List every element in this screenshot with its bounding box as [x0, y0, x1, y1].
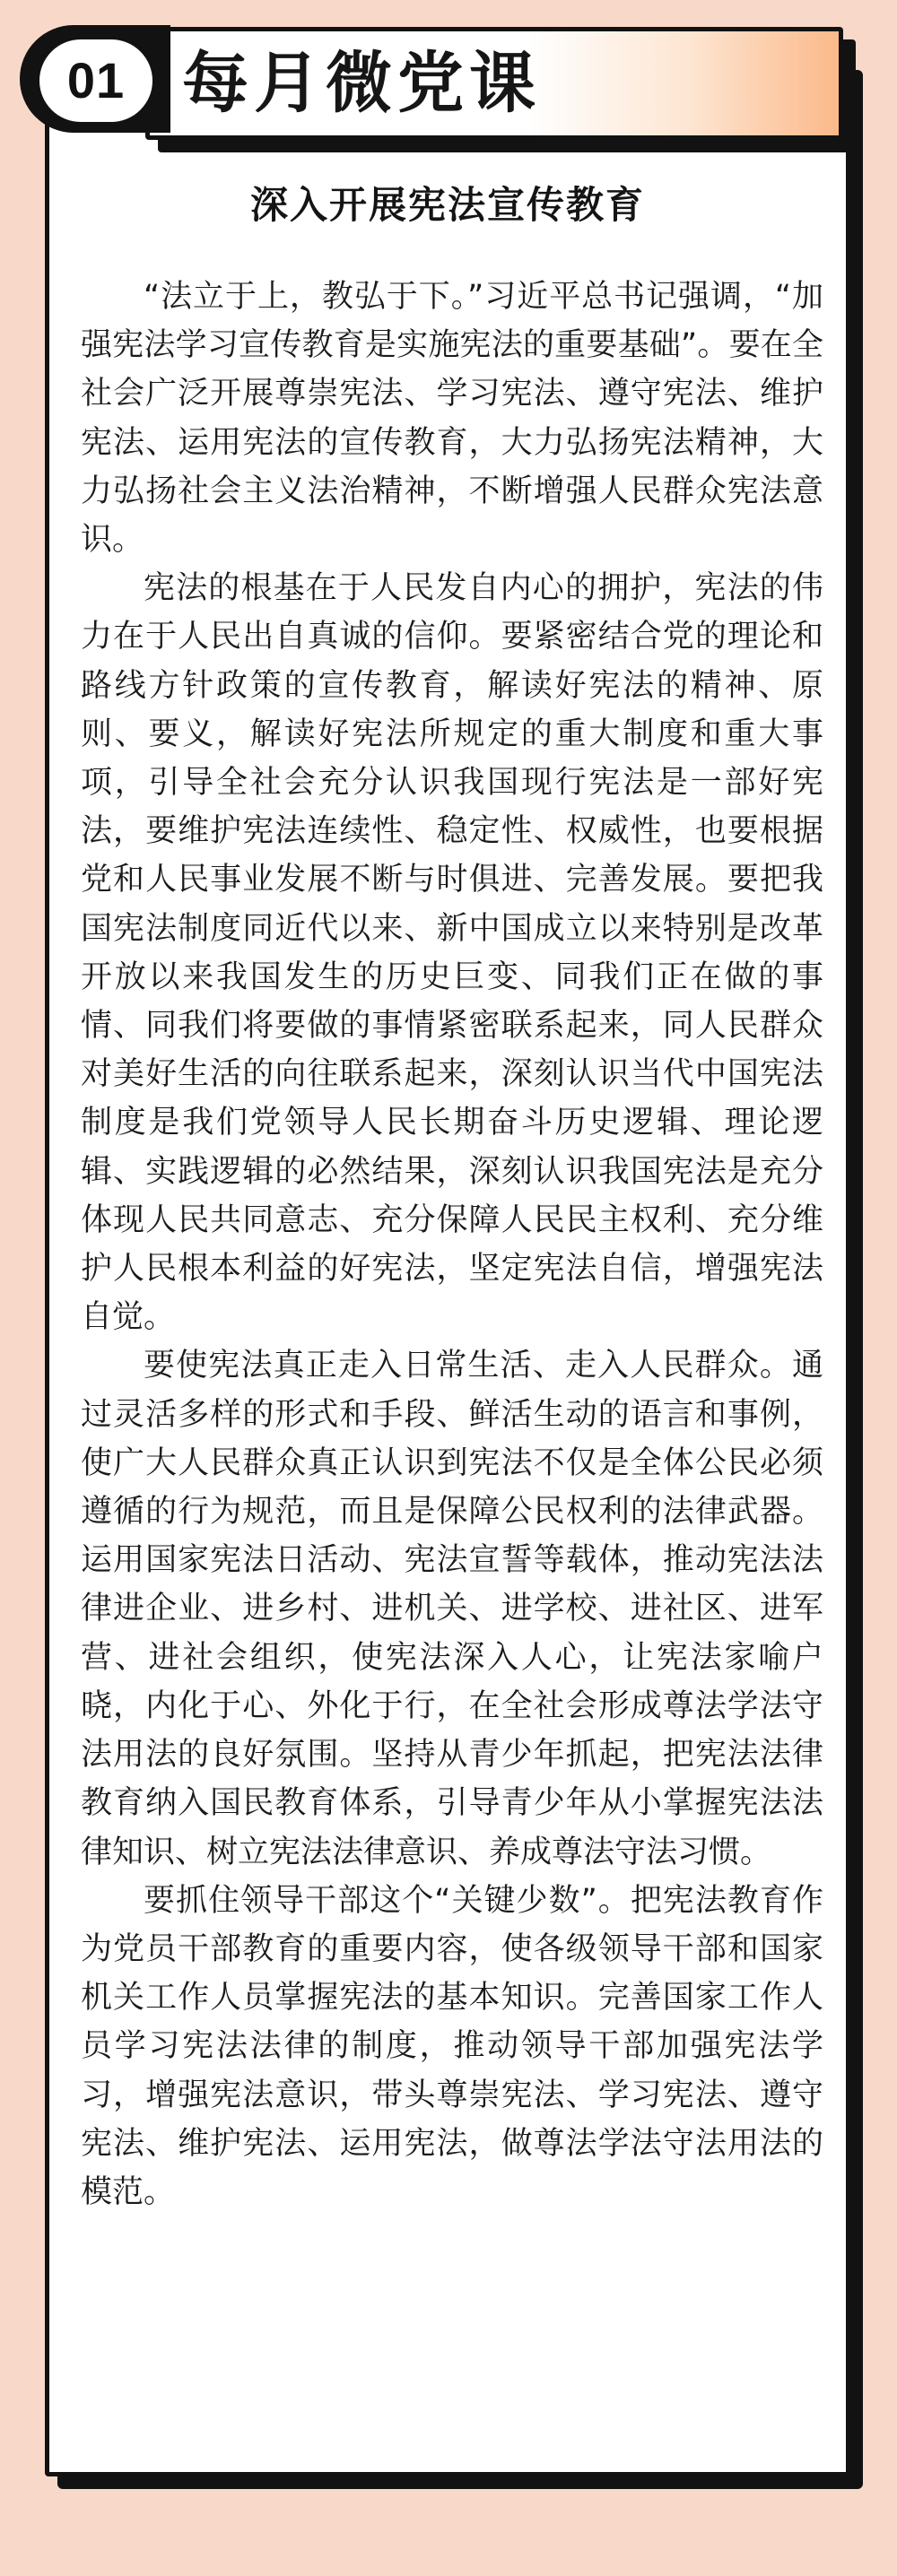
- banner-title: 每月微党课: [182, 45, 541, 122]
- article-title: 深入开展宪法宣传教育: [249, 183, 645, 227]
- header-banner: [145, 27, 843, 140]
- paragraph: 要使宪法真正走入日常生活、走入人民群众。通过灵活多样的形式和手段、鲜活生动的语言和事例，使广大人民群众真正认识到宪法不仅是全体公民必须遵循的行为规范，而且是保障公民权利的法律武器。运用国家宪法日活动、宪法宣誓等载体，推动宪法法律进企业、进乡村、进机关、进学校、进社区、进军营、进社会组织，使宪法深入人心，让宪法家喻户晓，内化于心、外化于行，在全社会形成尊法学法守法用法的良好氛围。坚持从青少年抓起，把宪法法律教育纳入国民教育体系，引导青少年从小掌握宪法法律知识、树立宪法法律意识、养成尊法守法习惯。: [81, 1348, 823, 1870]
- article-body: [81, 273, 823, 2216]
- paragraph: 要抓住领导干部这个“关键少数”。把宪法教育作为党员干部教育的重要内容，使各级领导干部和国家机关工作人员掌握宪法的基本知识。完善国家工作人员学习宪法法律的制度，推动领导干部加强宪法学习，增强宪法意识，带头尊崇宪法、学习宪法、遵守宪法、维护宪法、运用宪法，做尊法学法守法用法的模范。: [81, 1882, 823, 2210]
- paragraph: “法立于上，教弘于下。”习近平总书记强调，“加强宪法学习宣传教育是实施宪法的重要基础”。要在全社会广泛开展尊崇宪法、学习宪法、遵守宪法、维护宪法、运用宪法的宣传教育，大力弘扬宪法精神，大力弘扬社会主义法治精神，不断增强人民群众宪法意识。: [81, 279, 823, 559]
- paragraph: 宪法的根基在于人民发自内心的拥护，宪法的伟力在于人民出自真诚的信仰。要紧密结合党的理论和路线方针政策的宣传教育，解读好宪法的精神、原则、要义，解读好宪法所规定的重大制度和重大事项，引导全社会充分认识我国现行宪法是一部好宪法，要维护宪法连续性、稳定性、权威性，也要根据党和人民事业发展不断与时俱进、完善发展。要把我国宪法制度同近代以来、新中国成立以来特别是改革开放以来我国发生的历史巨变、同我们正在做的事情、同我们将要做的事情紧密联系起来，同人民群众对美好生活的向往联系起来，深刻认识当代中国宪法制度是我们党领导人民长期奋斗历史逻辑、理论逻辑、实践逻辑的必然结果，深刻认识我国宪法是充分体现人民共同意志、充分保障人民民主权利、充分维护人民根本利益的好宪法，坚定宪法自信，增强宪法自觉。: [81, 570, 823, 1336]
- badge-number: 01: [39, 39, 152, 122]
